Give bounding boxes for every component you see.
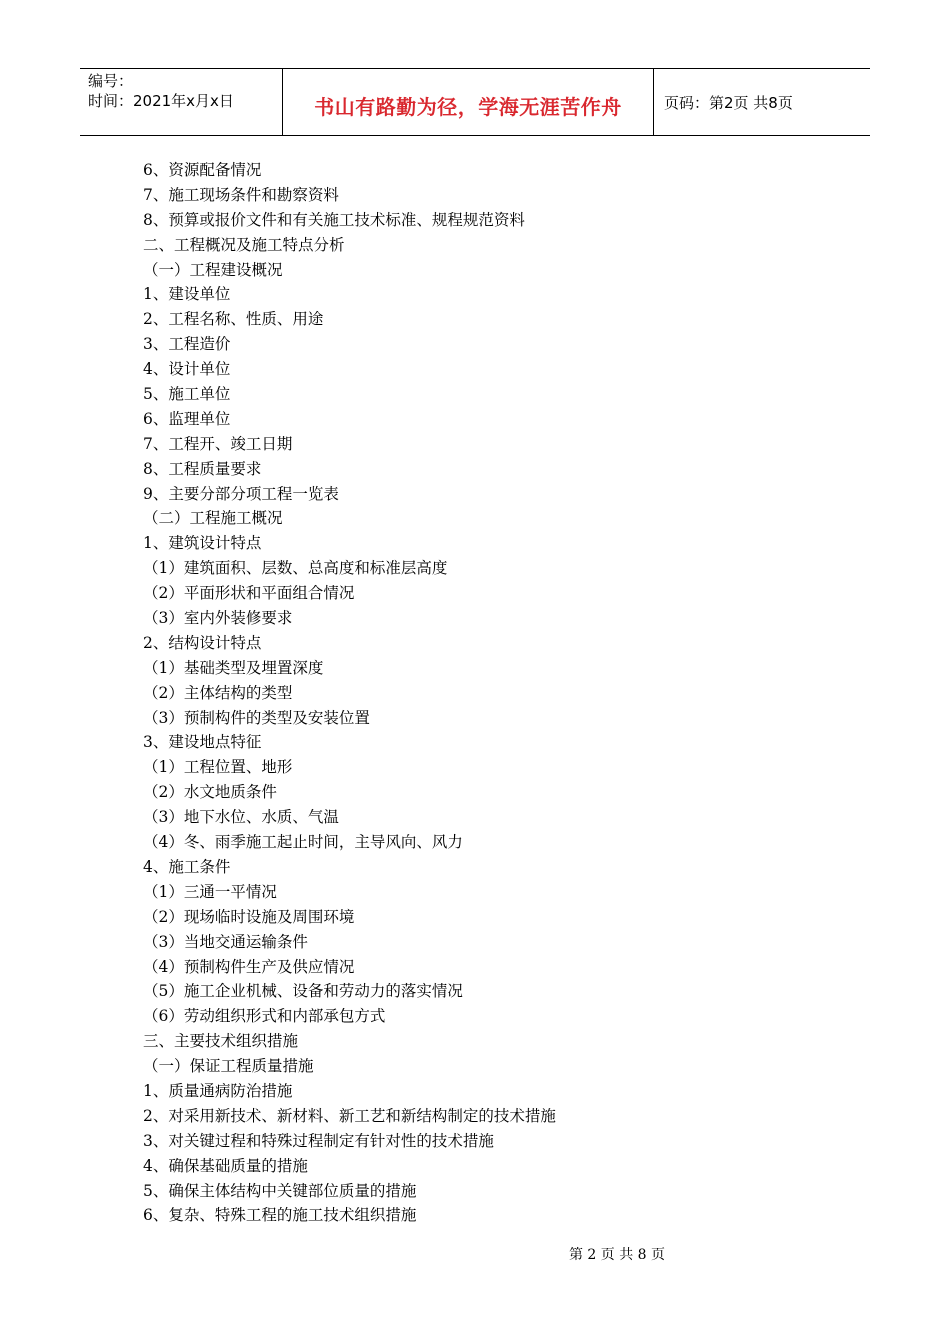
body-line: （1）建筑面积、层数、总高度和标准层高度 — [143, 559, 448, 578]
body-line: （1）基础类型及埋置深度 — [143, 658, 324, 677]
body-line: （3）当地交通运输条件 — [143, 932, 308, 951]
footer-page-number: 第 2 页 共 8 页 — [568, 1247, 666, 1263]
body-line: （一）保证工程质量措施 — [143, 1057, 314, 1076]
body-line: 三、主要技术组织措施 — [143, 1032, 299, 1051]
document-body — [143, 158, 843, 1228]
header-motto: 书山有路勤为径，学海无涯苦作舟 — [314, 94, 622, 119]
body-line: （2）平面形状和平面组合情况 — [143, 584, 355, 603]
body-line: 2、结构设计特点 — [143, 633, 262, 652]
body-line: 7、工程开、竣工日期 — [143, 434, 293, 453]
body-line: （1）三通一平情况 — [143, 882, 277, 901]
body-line: 6、监理单位 — [143, 409, 231, 428]
header-page-info: 页码：第2页 共8页 — [664, 93, 793, 112]
body-line: （3）地下水位、水质、气温 — [143, 808, 339, 827]
body-line: 二、工程概况及施工特点分析 — [143, 235, 345, 254]
body-line: 2、对采用新技术、新材料、新工艺和新结构制定的技术措施 — [143, 1106, 556, 1125]
body-line: 8、预算或报价文件和有关施工技术标准、规程规范资料 — [143, 210, 525, 229]
body-line: （3）室内外装修要求 — [143, 609, 293, 628]
body-line: 5、确保主体结构中关键部位质量的措施 — [143, 1181, 417, 1200]
page-header — [80, 68, 870, 136]
body-line: 6、资源配备情况 — [143, 161, 262, 179]
body-line: 3、建设地点特征 — [143, 733, 262, 752]
document-date: 时间：2021年x月x日 — [88, 92, 234, 110]
body-line: （4）冬、雨季施工起止时间，主导风向、风力 — [143, 833, 463, 852]
body-line: 4、设计单位 — [143, 360, 231, 379]
body-line: 3、对关键过程和特殊过程制定有针对性的技术措施 — [143, 1131, 494, 1150]
body-line: 1、质量通病防治措施 — [143, 1081, 293, 1100]
body-line: 5、施工单位 — [143, 385, 231, 404]
body-line: （3）预制构件的类型及安装位置 — [143, 708, 370, 727]
body-line: 6、复杂、特殊工程的施工技术组织措施 — [143, 1206, 417, 1225]
body-line: 4、施工条件 — [143, 857, 231, 876]
body-line: （2）水文地质条件 — [143, 783, 277, 802]
body-line: 3、工程造价 — [143, 335, 231, 354]
body-line: （4）预制构件生产及供应情况 — [143, 957, 355, 976]
body-line: 8、工程质量要求 — [143, 459, 262, 478]
body-line: 7、施工现场条件和勘察资料 — [143, 185, 339, 204]
body-line: 2、工程名称、性质、用途 — [143, 310, 324, 329]
body-line: （2）主体结构的类型 — [143, 683, 293, 702]
body-line: （一）工程建设概况 — [143, 260, 283, 279]
body-line: （6）劳动组织形式和内部承包方式 — [143, 1007, 386, 1026]
document-number-label: 编号： — [88, 72, 134, 90]
body-line: （5）施工企业机械、设备和劳动力的落实情况 — [143, 982, 463, 1001]
body-line: 1、建筑设计特点 — [143, 534, 262, 553]
body-line: 4、确保基础质量的措施 — [143, 1156, 308, 1175]
header-motto-cell — [282, 69, 654, 135]
header-meta — [80, 69, 282, 135]
page-footer — [0, 1244, 950, 1264]
body-line: 9、主要分部分项工程一览表 — [143, 484, 339, 503]
body-line: （二）工程施工概况 — [143, 509, 283, 528]
header-page-info-cell — [654, 69, 870, 135]
body-line: （2）现场临时设施及周围环境 — [143, 907, 355, 926]
body-line: 1、建设单位 — [143, 285, 231, 304]
body-line: （1）工程位置、地形 — [143, 758, 293, 777]
